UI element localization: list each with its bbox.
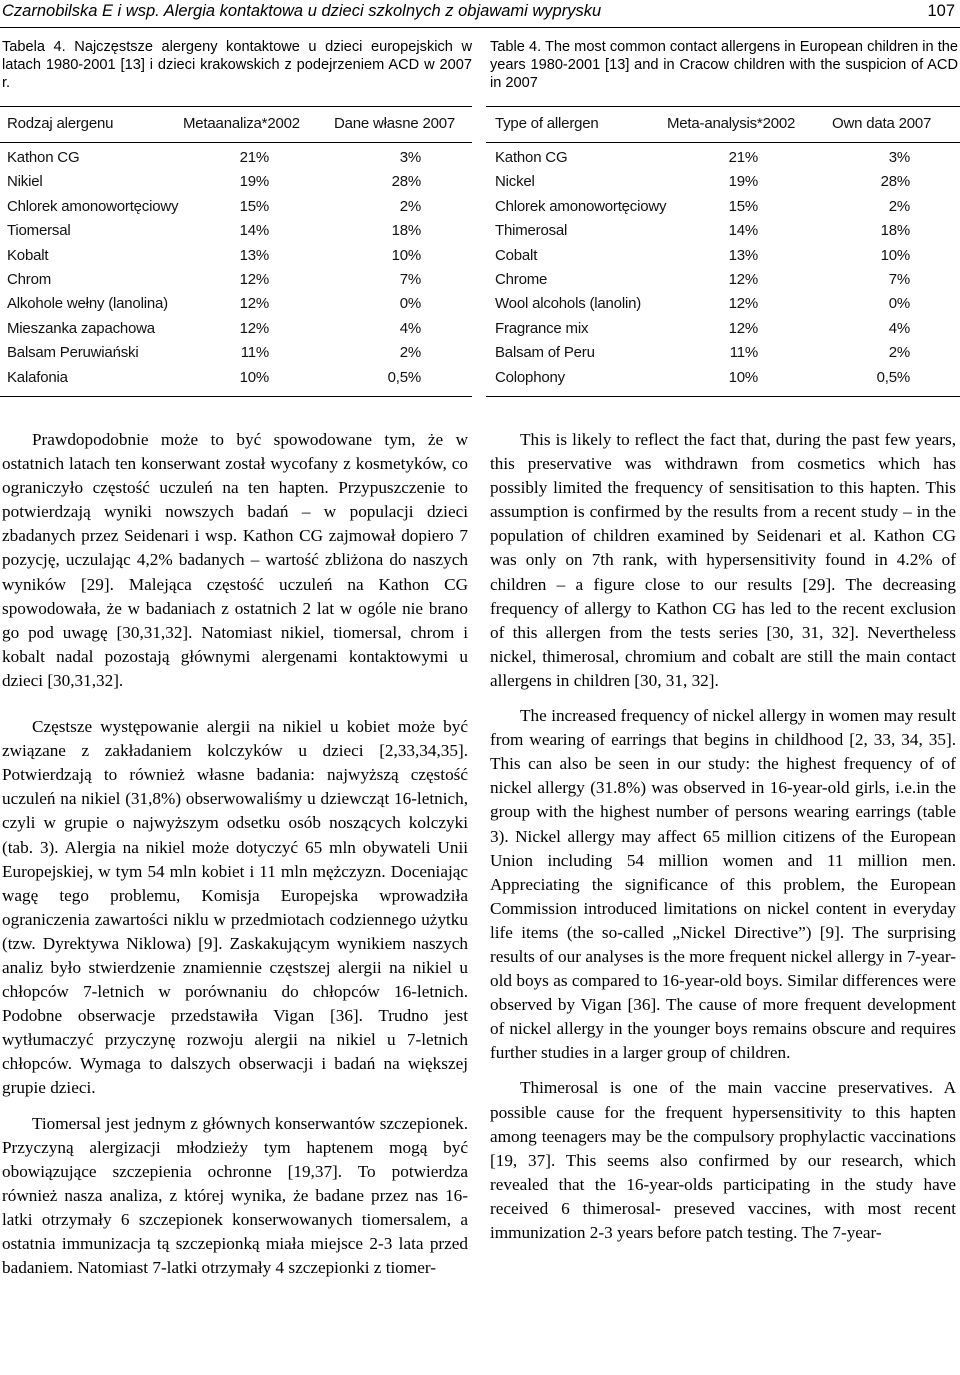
own-value-cell: 2% [888,344,910,362]
meta-value-cell: 12% [728,319,758,337]
allergen-name-cell: Kalafonia [7,368,68,386]
allergen-name-cell: Alkohole wełny (lanolina) [7,295,168,313]
allergen-table-en [486,106,960,396]
table-row [486,245,960,267]
meta-value-cell: 14% [239,222,269,240]
body-column-pl [2,428,468,1291]
meta-value-cell: 11% [729,344,758,362]
own-value-cell: 3% [888,149,910,166]
own-value-cell: 7% [399,271,421,288]
table-row [0,220,472,242]
paragraph: The increased frequency of nickel allergy in women may result from wearing of earrings that begins in childhood [2, 33, 34, 35]. This can also be seen in our study: the highest frequency of of nickel allergy (31.8%) was observed in 16-year-old girls, i.e.in the group with the highest number of persons wearing earrings (table 3). Nickel allergy may affect 65 million citizens of the European Union including 54 million women and 11 million men. Appreciating the significance of this problem, the European Commission introduced limitations on nickel content in everyday life items (the so-called „Nickel Directive”) [9]. The surprising results of our analyses is the more frequent nickel allergy in 7-year-old boys as compared to 16-year-old boys. Similar differences were observed by Vigan [36]. The cause of more frequent development of nickel allergy in the younger boys remains obscure and requires further studies in a larger group of children. [490,706,956,1063]
table-row [0,171,472,193]
table-row [486,220,960,242]
own-value-cell: 7% [888,271,910,288]
meta-value-cell: 13% [239,246,269,264]
meta-value-cell: 12% [239,319,269,337]
allergen-name-cell: Nickel [495,173,535,191]
page-number: 107 [927,2,955,20]
meta-value-cell: 19% [728,173,758,191]
own-value-cell: 18% [880,222,910,240]
table-row [486,147,960,169]
table-row [0,147,472,169]
own-value-cell: 18% [391,222,421,240]
meta-value-cell: 10% [728,368,758,386]
meta-value-cell: 15% [239,197,269,215]
allergen-name-cell: Chlorek amonowortęciowy [495,197,667,215]
allergen-name-cell: Fragrance mix [495,319,589,337]
header-rule [0,27,960,28]
table-header-meta: Metaanaliza*2002 [183,115,300,132]
own-value-cell: 28% [391,173,421,191]
meta-value-cell: 21% [728,149,758,166]
paragraph: This is likely to reflect the fact that, during the past few years, this preservative was withdrawn from cosmetics which has possibly limited the frequency of sensitisation to this hapten. This assumption is confirmed by the results from a recent study – in the population of children examined by Seidenari et al. Kathon CG was only on 7th rank, with hypersensitivity found in 4.2% of children – a figure close to our results [29]. The decreasing frequency of allergy to Kathon CG has led to the recent exclusion of this allergen from the tests series [30, 31, 32]. Nevertheless nickel, thimerosal, chromium and cobalt are still the main contact allergens in children [30, 31, 32]. [490,430,956,690]
body-column-en [490,428,956,1256]
table-bottom-rule [0,396,472,397]
meta-value-cell: 14% [728,222,758,240]
own-value-cell: 2% [399,197,421,215]
table-row [486,269,960,291]
paragraph: Thimerosal is one of the main vaccine preservatives. A possible cause for the frequent hypersensitivity to this hapten among teenagers may be the compulsory prophylactic vaccinations [19, 37]. This seems also confirmed by our research, which revealed that the 16-year-olds participating in the study have received 6 thimerosal- preseved vaccines, with most recent immunization 2-3 years before patch testing. The 7-year- [490,1078,956,1242]
own-value-cell: 3% [399,149,421,166]
table-row [0,342,472,364]
allergen-name-cell: Thimerosal [495,222,568,240]
table-header-rule [0,142,472,143]
table-row [0,269,472,291]
meta-value-cell: 21% [239,149,269,166]
allergen-name-cell: Chlorek amonowortęciowy [7,197,179,215]
own-value-cell: 0% [399,295,421,313]
table-caption-pl: Tabela 4. Najczęstsze alergeny kontaktowe u dzieci europejskich w latach 1980-2001 [13] i dzieci krakowskich z podejrzeniem ACD w 2007 r. [2,39,472,91]
allergen-name-cell: Kobalt [7,246,49,264]
allergen-table-pl [0,106,472,396]
allergen-name-cell: Nikiel [7,173,43,191]
meta-value-cell: 12% [239,295,269,313]
allergen-name-cell: Colophony [495,368,565,386]
table-header-allergen: Type of allergen [495,115,599,132]
meta-value-cell: 10% [239,368,269,386]
table-top-rule [0,106,472,107]
meta-value-cell: 11% [240,344,269,362]
allergen-name-cell: Chrom [7,271,52,288]
own-value-cell: 28% [880,173,910,191]
running-header [0,2,955,24]
allergen-name-cell: Wool alcohols (lanolin) [495,295,642,313]
allergen-name-cell: Balsam Peruwiański [7,344,139,362]
table-header-own: Own data 2007 [832,115,932,132]
allergen-name-cell: Chrome [495,271,548,288]
table-row [486,342,960,364]
meta-value-cell: 15% [728,197,758,215]
meta-value-cell: 12% [239,271,269,288]
own-value-cell: 0,5% [387,368,421,386]
running-title: Czarnobilska E i wsp. Alergia kontaktowa u dzieci szkolnych z objawami wyprysku [2,2,602,20]
meta-value-cell: 12% [728,271,758,288]
table-row [486,171,960,193]
own-value-cell: 4% [399,319,421,337]
allergen-name-cell: Kathon CG [495,149,568,166]
paragraph: Częstsze występowanie alergii na nikiel u kobiet może być związane z zakładaniem kolczyków u dzieci [2,33,34,35]. Potwierdzają to również własne badania: najwyższą częstość uczuleń na nikiel (31,8%) obserwowaliśmy u dziewcząt 16-letnich, czyli w grupie o najwyższym odsetku osób noszących kolczyki (tab. 3). Alergia na nikiel może dotyczyć 65 mln obywateli Unii Europejskiej, w tym 54 mln kobiet i 11 mln mężczyzn. Doceniając wagę tego problemu, Komisja Europejska wprowadziła ograniczenia zawartości niklu w przedmiotach codziennego użytku (tzw. Dyrektywa Niklowa) [9]. Zaskakującym wynikiem naszych analiz było stwierdzenie znamiennie częstszej alergii na nikiel u chłopców 7-letnich w porównaniu do chłopców 16-letnich. Podobne obserwacje przedstawiła Vigan [36]. Trudno jest wytłumaczyć przyczynę rozwoju alergii na nikiel u 7-letnich chłopców. Wymaga to dalszych obserwacji i badań na większej grupie dzieci. [2,717,468,1098]
table-header-meta: Meta-analysis*2002 [667,115,796,132]
table-header-allergen: Rodzaj alergenu [7,115,114,132]
table-row [486,293,960,315]
table-row [0,293,472,315]
table-row [0,196,472,218]
allergen-name-cell: Cobalt [495,246,538,264]
table-top-rule [486,106,960,107]
table-bottom-rule [486,396,960,397]
own-value-cell: 2% [888,197,910,215]
own-value-cell: 10% [880,246,910,264]
table-header-rule [486,142,960,143]
meta-value-cell: 13% [728,246,758,264]
table-caption-en: Table 4. The most common contact allergens in European children in the years 1980-2001 [13] and in Cracow children with the suspicion of ACD in 2007 [490,39,958,91]
table-header-own: Dane własne 2007 [334,115,456,132]
allergen-name-cell: Tiomersal [7,222,71,240]
paragraph: Prawdopodobnie może to być spowodowane tym, że w ostatnich latach ten konserwant został wycofany z kosmetyków, co ograniczyło częstość uczuleń na ten hapten. Przypuszczenie to potwierdzają wyniki nowszych badań – w populacji dzieci zbadanych przez Seidenari i wsp. Kathon CG zajmował dopiero 7 pozycję, uczulając 4,2% badanych – wartość zbliżona do naszych wyników [29]. Malejąca częstość uczuleń na Kathon CG spowodowała, że w badaniach z ostatnich 2 lat w ogóle nie brano go pod uwagę [30,31,32]. Natomiast nikiel, tiomersal, chrom i kobalt nadal pozostają głównymi alergenami kontaktowymi u dzieci [30,31,32]. [2,430,468,690]
own-value-cell: 0,5% [876,368,910,386]
allergen-name-cell: Mieszanka zapachowa [7,319,155,337]
own-value-cell: 0% [888,295,910,313]
table-row [0,318,472,340]
table-row [486,318,960,340]
table-row [486,196,960,218]
allergen-name-cell: Kathon CG [7,149,80,166]
own-value-cell: 2% [399,344,421,362]
meta-value-cell: 12% [728,295,758,313]
paragraph: Tiomersal jest jednym z głównych konserwantów szczepionek. Przyczyną alergizacji młodzieży tym haptenem mogą być obowiązujące szczepienia ochronne [19,37]. To potwierdza również nasza analiza, z której wynika, że badane przez nas 16-latki otrzymały 6 szczepionek konserwowanych tiomersalem, a ostatnia immunizacja tą szczepionką miała miejsce 2-3 lata przed badaniem. Natomiast 7-latki otrzymały 4 szczepionki z tiomer- [2,1113,468,1278]
table-row [486,367,960,389]
meta-value-cell: 19% [239,173,269,191]
table-row [0,245,472,267]
own-value-cell: 10% [391,246,421,264]
own-value-cell: 4% [888,319,910,337]
allergen-name-cell: Balsam of Peru [495,344,595,362]
table-row [0,367,472,389]
